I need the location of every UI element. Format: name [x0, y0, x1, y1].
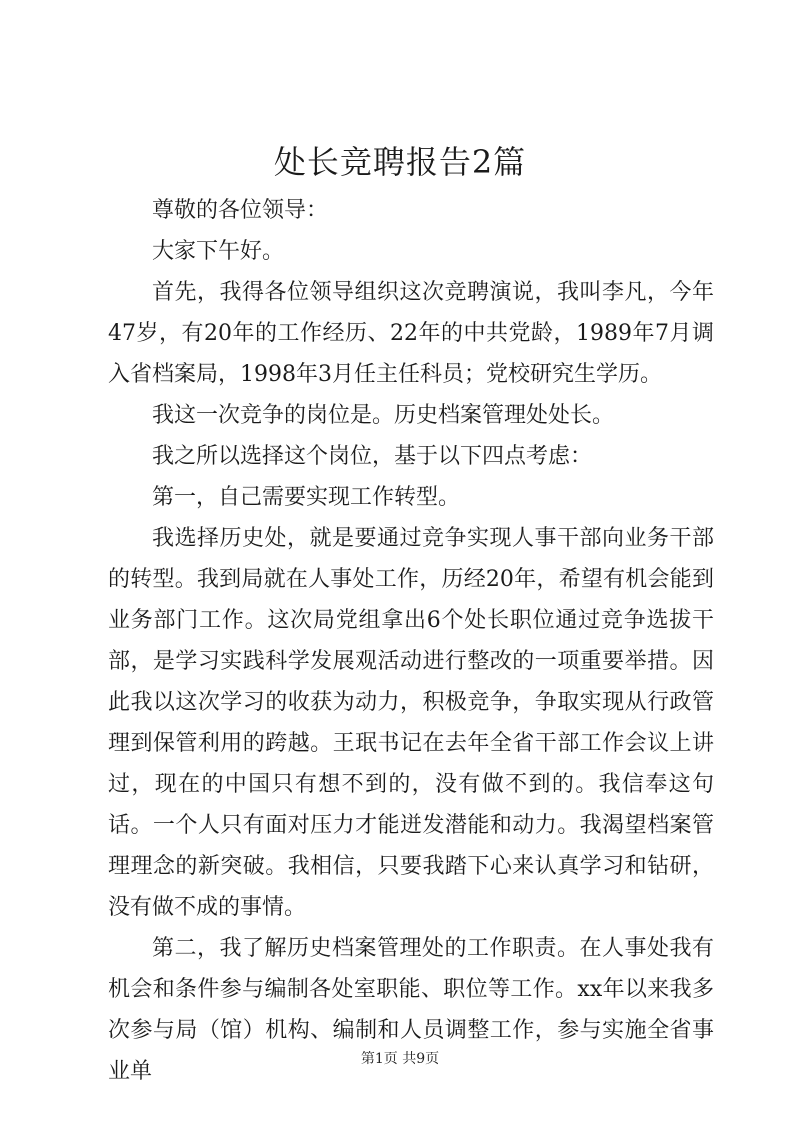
first-point-heading: 第一，自己需要实现工作转型。: [152, 485, 461, 510]
position-paragraph: 我这一次竞争的岗位是。历史档案管理处处长。: [152, 403, 615, 428]
second-point-paragraph: 第二，我了解历史档案管理处的工作职责。在人事处我有机会和条件参与编制各处室职能、职位等工作。xx年以来我多次参与局（馆）机构、编制和人员调整工作，参与实施全省事业单: [108, 936, 714, 1084]
reasons-paragraph: 我之所以选择这个岗位，基于以下四点考虑：: [152, 444, 593, 469]
document-body: [108, 190, 714, 1092]
page-footer: 第1页 共9页: [360, 1051, 440, 1067]
salutation-paragraph: 尊敬的各位领导：: [152, 198, 329, 223]
intro-paragraph: 首先，我得各位领导组织这次竞聘演说，我叫李凡，今年47岁，有20年的工作经历、22年的中共党龄，1989年7月调入省档案局，1998年3月任主任科员；党校研究生学历。: [108, 280, 714, 387]
first-point-paragraph: 我选择历史处，就是要通过竞争实现人事干部向业务干部的转型。我到局就在人事处工作，历经20年，希望有机会能到业务部门工作。这次局党组拿出6个处长职位通过竞争选拔干部，是学习实践科学发展观活动进行整改的一项重要举措。因此我以这次学习的收获为动力，积极竞争，争取实现从行政管理到保管利用的跨越。王珉书记在去年全省干部工作会议上讲过，现在的中国只有想不到的，没有做不到的。我信奉这句话。一个人只有面对压力才能迸发潜能和动力。我渴望档案管理理念的新突破。我相信，只要我踏下心来认真学习和钻研，没有做不成的事情。: [108, 526, 714, 920]
document-title: 处长竞聘报告2篇: [273, 143, 527, 181]
greeting-paragraph: 大家下午好。: [152, 239, 285, 264]
